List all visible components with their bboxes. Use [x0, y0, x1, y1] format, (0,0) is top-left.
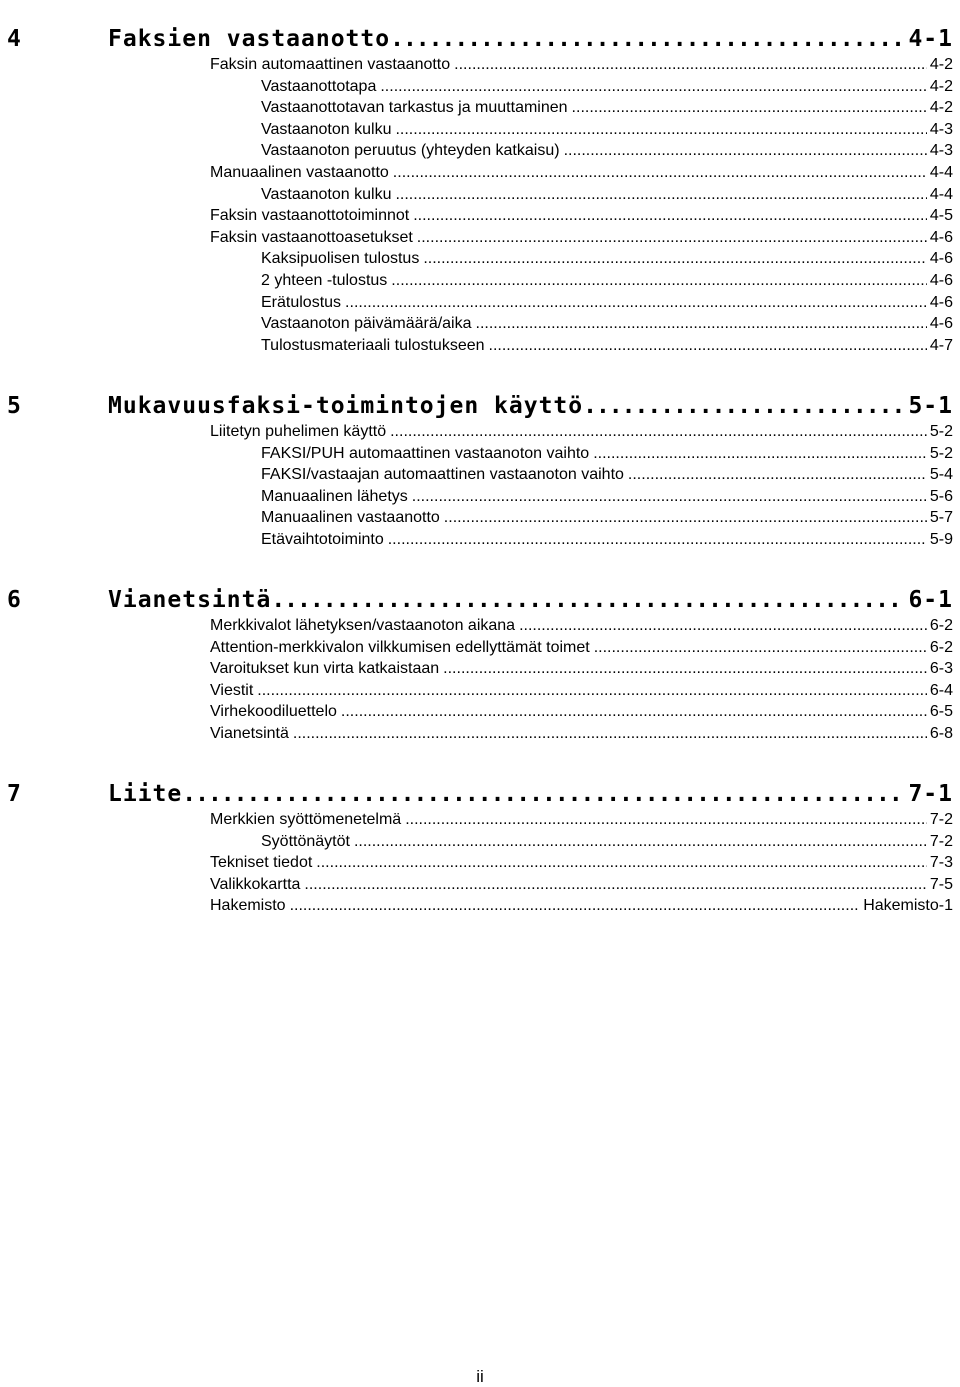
entry-title: Syöttönäytöt: [261, 832, 350, 850]
chapter-number: 4: [7, 26, 22, 52]
toc-entry[interactable]: [7, 337, 953, 359]
entry-page: 6-4: [929, 681, 953, 699]
toc-entry[interactable]: [7, 445, 953, 467]
entry-title: 2 yhteen -tulostus: [261, 271, 388, 289]
toc-entry[interactable]: [7, 660, 953, 682]
toc-entry[interactable]: [7, 876, 953, 898]
dot-leader: [182, 781, 905, 807]
entry-title: Faksin vastaanottotoiminnot: [210, 207, 410, 225]
entry-page: 4-5: [929, 207, 953, 225]
entry-page: 7-2: [929, 832, 953, 850]
chapter-7: [7, 781, 953, 919]
dot-leader: [583, 393, 905, 419]
entry-title: Vastaanoton peruutus (yhteyden katkaisu): [261, 142, 560, 160]
entry-title: Viestit: [210, 681, 254, 699]
toc-entry[interactable]: [7, 142, 953, 164]
entry-page: 4-6: [929, 271, 953, 289]
toc-entry[interactable]: [7, 315, 953, 337]
toc-entry[interactable]: [7, 186, 953, 208]
toc-entry[interactable]: [7, 897, 953, 919]
chapter-title: Vianetsintä: [108, 587, 272, 613]
entry-title: Manuaalinen lähetys: [261, 487, 408, 505]
toc-entry[interactable]: [7, 488, 953, 510]
toc-entry[interactable]: [7, 207, 953, 229]
dot-leader: [564, 142, 927, 160]
chapter-title: Liite: [108, 781, 183, 807]
toc-entry[interactable]: [7, 509, 953, 531]
entry-page: 4-4: [929, 185, 953, 203]
entry-title: Tulostusmateriaali tulostukseen: [261, 336, 485, 354]
toc-entry[interactable]: [7, 617, 953, 639]
entry-title: Valikkokartta: [210, 875, 301, 893]
dot-leader: [257, 682, 927, 700]
toc-entry[interactable]: [7, 703, 953, 725]
dot-leader: [413, 207, 927, 225]
entry-page: 7-2: [929, 811, 953, 828]
dot-leader: [593, 445, 927, 463]
dot-leader: [572, 99, 927, 117]
entry-title: Manuaalinen vastaanotto: [210, 163, 389, 181]
toc-entry[interactable]: [7, 56, 953, 78]
toc-entry[interactable]: [7, 811, 953, 833]
entry-title: Merkkien syöttömenetelmä: [210, 811, 402, 828]
entry-page: 4-2: [929, 99, 953, 117]
entry-title: Vastaanoton kulku: [261, 120, 392, 138]
entry-page: 4-6: [929, 250, 953, 268]
chapter-heading[interactable]: [7, 393, 953, 423]
chapter-number: 7: [7, 781, 22, 807]
entry-page: 4-2: [929, 77, 953, 95]
dot-leader: [519, 617, 927, 635]
dot-leader: [444, 509, 927, 527]
dot-leader: [388, 531, 927, 549]
dot-leader: [316, 854, 927, 872]
entry-page: 4-3: [929, 120, 953, 138]
entry-title: Liitetyn puhelimen käyttö: [210, 423, 387, 440]
toc-entry[interactable]: [7, 250, 953, 272]
entry-page: 4-7: [929, 336, 953, 354]
chapter-heading[interactable]: [7, 781, 953, 811]
entry-title: Attention-merkkivalon vilkkumisen edellyttämät toimet: [210, 638, 590, 656]
toc-entry[interactable]: [7, 639, 953, 661]
toc-entry[interactable]: [7, 294, 953, 316]
entry-page: 4-6: [929, 293, 953, 311]
toc-entry[interactable]: [7, 725, 953, 747]
chapter-title: Mukavuusfaksi-toimintojen käyttö: [108, 393, 584, 419]
entry-title: Faksin vastaanottoasetukset: [210, 228, 413, 246]
chapter-page: 5-1: [908, 393, 953, 419]
entry-title: Vastaanoton kulku: [261, 185, 392, 203]
toc-entry[interactable]: [7, 121, 953, 143]
chapter-4: [7, 26, 953, 358]
dot-leader: [393, 164, 927, 182]
entry-page: 4-2: [929, 56, 953, 73]
dot-leader: [271, 587, 905, 613]
entry-page: 6-2: [929, 617, 953, 634]
dot-leader: [423, 250, 927, 268]
entry-title: Virhekoodiluettelo: [210, 703, 337, 721]
chapter-6: [7, 587, 953, 747]
page-number: ii: [476, 1367, 484, 1386]
toc-entry[interactable]: [7, 229, 953, 251]
entry-title: Vastaanottotavan tarkastus ja muuttaminen: [261, 99, 568, 117]
entry-title: Kaksipuolisen tulostus: [261, 250, 420, 268]
dot-leader: [395, 186, 926, 204]
dot-leader: [417, 229, 927, 247]
entry-title: Varoitukset kun virta katkaistaan: [210, 660, 440, 678]
entry-page: 7-5: [929, 875, 953, 893]
chapter-number: 6: [7, 587, 22, 613]
entry-title: Hakemisto: [210, 897, 286, 915]
entry-page: 5-6: [929, 487, 953, 505]
chapter-number: 5: [7, 393, 22, 419]
entry-page: 6-8: [929, 724, 953, 742]
entry-title: FAKSI/vastaajan automaattinen vastaanoton vaihto: [261, 466, 624, 484]
entry-page: 7-3: [929, 854, 953, 872]
entry-page: 5-9: [929, 530, 953, 548]
dot-leader: [345, 294, 927, 312]
dot-leader: [489, 337, 927, 355]
entry-page: 5-2: [929, 444, 953, 462]
toc-entry[interactable]: [7, 531, 953, 553]
entry-title: Vastaanottotapa: [261, 77, 377, 95]
entry-page: 6-3: [929, 660, 953, 678]
entry-page: 4-6: [929, 315, 953, 333]
toc-entry[interactable]: [7, 682, 953, 704]
dot-leader: [293, 725, 927, 743]
chapter-title: Faksien vastaanotto: [108, 26, 391, 52]
dot-leader: [412, 488, 927, 506]
entry-page: 5-4: [929, 466, 953, 484]
entry-page: 4-6: [929, 228, 953, 246]
entry-title: Vastaanoton päivämäärä/aika: [261, 315, 472, 333]
entry-title: Faksin automaattinen vastaanotto: [210, 56, 451, 73]
entry-title: Erätulostus: [261, 293, 342, 311]
toc-entry[interactable]: [7, 423, 953, 445]
dot-leader: [628, 466, 927, 484]
entry-title: Merkkivalot lähetyksen/vastaanoton aikana: [210, 617, 516, 634]
chapter-heading[interactable]: [7, 587, 953, 617]
dot-leader: [395, 121, 926, 139]
entry-page: 4-3: [929, 142, 953, 160]
entry-title: Manuaalinen vastaanotto: [261, 509, 440, 527]
chapter-page: 6-1: [908, 587, 953, 613]
dot-leader: [290, 897, 861, 915]
entry-page: Hakemisto-1: [863, 897, 953, 915]
dot-leader: [390, 26, 905, 52]
dot-leader: [390, 423, 927, 441]
dot-leader: [476, 315, 927, 333]
entry-title: Etävaihtotoiminto: [261, 530, 384, 548]
entry-title: Vianetsintä: [210, 724, 289, 742]
entry-page: 4-4: [929, 163, 953, 181]
toc-entry[interactable]: [7, 99, 953, 121]
toc-entry[interactable]: [7, 854, 953, 876]
dot-leader: [594, 639, 927, 657]
toc-entry[interactable]: [7, 272, 953, 294]
entry-title: Tekniset tiedot: [210, 854, 313, 872]
dot-leader: [391, 272, 927, 290]
chapter-5: [7, 393, 953, 553]
toc-entry[interactable]: [7, 164, 953, 186]
dot-leader: [380, 78, 927, 96]
dot-leader: [304, 876, 926, 894]
entry-title: FAKSI/PUH automaattinen vastaanoton vaihto: [261, 444, 590, 462]
dot-leader: [405, 811, 927, 829]
dot-leader: [454, 56, 927, 74]
toc-entry[interactable]: [7, 833, 953, 855]
entry-page: 6-2: [929, 638, 953, 656]
chapter-page: 4-1: [908, 26, 953, 52]
chapter-page: 7-1: [908, 781, 953, 807]
chapter-items: [7, 811, 953, 919]
chapter-items: [7, 617, 953, 747]
chapter-items: [7, 56, 953, 358]
toc-entry[interactable]: [7, 466, 953, 488]
chapter-heading[interactable]: [7, 26, 953, 56]
dot-leader: [354, 833, 927, 851]
entry-page: 5-7: [929, 509, 953, 527]
chapter-items: [7, 423, 953, 553]
entry-page: 5-2: [929, 423, 953, 440]
dot-leader: [341, 703, 927, 721]
entry-page: 6-5: [929, 703, 953, 721]
dot-leader: [443, 660, 927, 678]
toc-entry[interactable]: [7, 78, 953, 100]
